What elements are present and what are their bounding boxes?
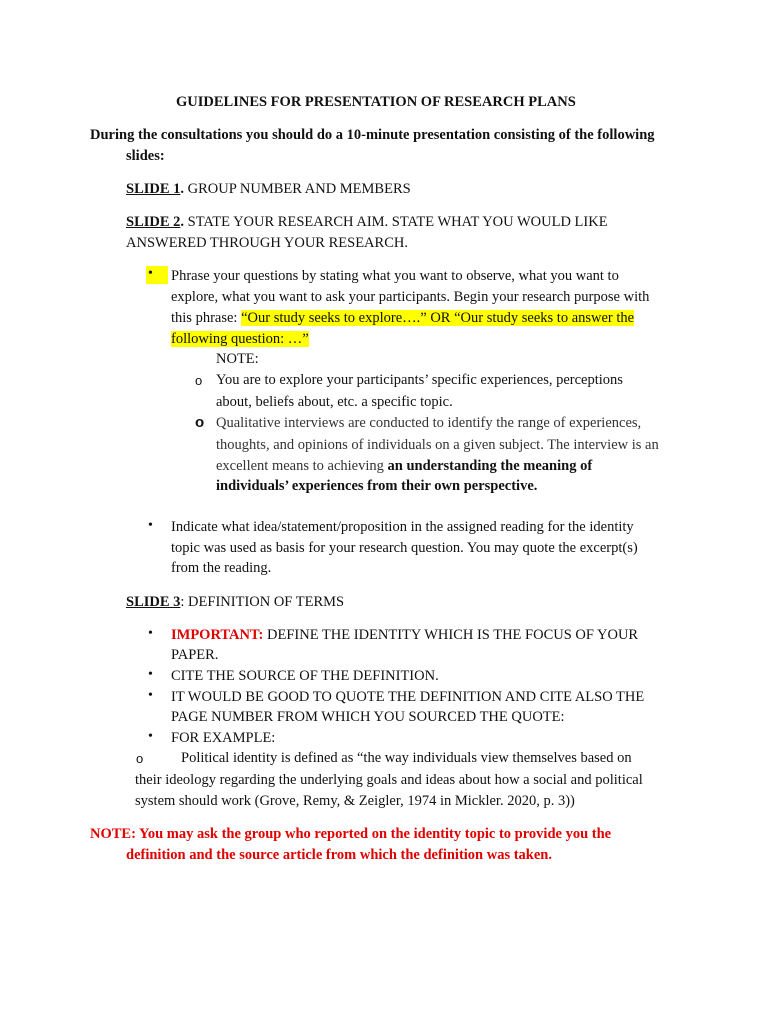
bullet-1-line-1: Phrase your questions by stating what you want to observe, what you want to [171,268,619,284]
bullet-2-line-3: from the reading. [171,560,272,576]
s3-bullet-4: FOR EXAMPLE: [171,730,276,746]
sub-2-line-1: Qualitative interviews are conducted to identify the range of experiences, [216,415,642,431]
note-label: NOTE: [216,351,259,367]
bullet-2-line-1: Indicate what idea/statement/proposition in the assigned reading for the identity [171,519,634,535]
bullet-1-line-2: explore, what you want to ask your participants. Begin your research purpose with [171,289,650,305]
sub-bullet-icon: o [136,751,144,766]
slide-3-label: SLIDE 3 [126,594,181,610]
slide-1-heading [126,179,411,200]
s3-bullet-1-text: DEFINE THE IDENTITY WHICH IS THE FOCUS OF YOUR [263,627,639,643]
bullet-icon: • [148,626,153,641]
slide-2-heading [126,212,608,233]
slide-1-punct: . [180,181,185,197]
s3-bullet-3-line-1: IT WOULD BE GOOD TO QUOTE THE DEFINITION AND CITE ALSO THE [171,689,645,705]
important-label: IMPORTANT: [171,627,264,643]
sub-1-line-2: about, beliefs about, etc. a specific topic. [216,394,453,410]
s3-bullet-1 [171,625,638,646]
sub-2-line-3-pre: excellent means to achieving [216,458,388,474]
slide-3-text: : DEFINITION OF TERMS [180,594,345,610]
example-line-1: Political identity is defined as “the way individuals view themselves based on [181,750,632,766]
document-title: GUIDELINES FOR PRESENTATION OF RESEARCH PLANS [176,94,576,110]
sub-2-line-4: individuals’ experiences from their own perspective. [216,478,538,494]
sub-2-line-3-bold: an understanding the meaning of [387,458,593,474]
bullet-2-line-2: topic was used as basis for your research question. You may quote the excerpt(s) [171,540,638,556]
sub-2-line-2: thoughts, and opinions of individuals on a given subject. The interview is an [216,437,659,453]
slide-2-punct: . [180,214,185,230]
example-line-3: system should work (Grove, Remy, & Zeigler, 1974 in Mickler. 2020, p. 3)) [135,793,575,809]
final-note-line-2: definition and the source article from which the definition was taken. [126,847,553,863]
bullet-1-highlight-text-2: following question: …” [171,331,309,347]
s3-bullet-3-line-2: PAGE NUMBER FROM WHICH YOU SOURCED THE QUOTE: [171,709,565,725]
intro-line-1: During the consultations you should do a 10-minute presentation consisting of the following [90,127,655,143]
sub-1-line-1: You are to explore your participants’ specific experiences, perceptions [216,372,623,388]
example-line-2: their ideology regarding the underlying goals and ideas about how a social and political [135,772,643,788]
slide-2-line-2: ANSWERED THROUGH YOUR RESEARCH. [126,235,408,251]
bullet-icon: • [148,266,153,281]
s3-bullet-2: CITE THE SOURCE OF THE DEFINITION. [171,668,439,684]
slide-1-text: GROUP NUMBER AND MEMBERS [184,181,411,197]
bullet-1-line-4 [171,329,309,350]
slide-3-heading [126,592,344,613]
bullet-icon: • [148,667,153,682]
bullet-1-line-3 [171,308,634,329]
bullet-1-highlight-text: “Our study seeks to explore….” OR “Our study seeks to answer the [241,310,635,326]
sub-2-line-3 [216,456,592,477]
bullet-1-line-3-pre: this phrase: [171,310,242,326]
bullet-icon: • [148,518,153,533]
sub-bullet-icon: o [195,414,205,431]
slide-1-label: SLIDE 1 [126,181,181,197]
slide-2-label: SLIDE 2 [126,214,181,230]
final-note-line-1: NOTE: You may ask the group who reported on the identity topic to provide you the [90,826,612,842]
bullet-icon: • [148,688,153,703]
sub-bullet-icon: o [195,373,203,388]
slide-2-text: STATE YOUR RESEARCH AIM. STATE WHAT YOU WOULD LIKE [184,214,608,230]
s3-bullet-1-line-2: PAPER. [171,647,219,663]
intro-line-2: slides: [126,148,165,164]
bullet-icon: • [148,729,153,744]
